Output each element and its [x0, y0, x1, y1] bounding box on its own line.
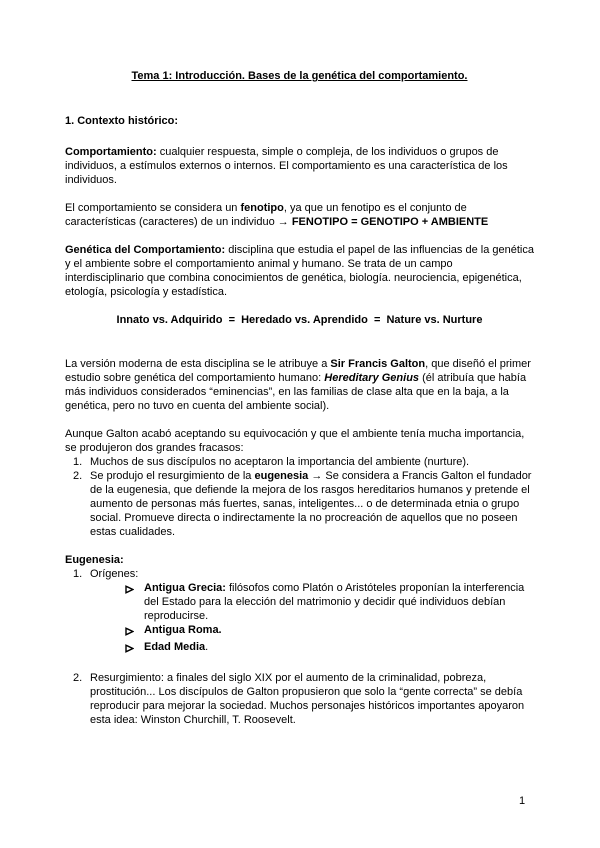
term-fenotipo: fenotipo — [240, 202, 284, 214]
list-number: 2. — [73, 672, 83, 684]
definition-genetica-comportamiento: disciplina que estudia el papel de las influencias de la genética y el ambiente sobre el comportamiento animal y humano. Se trata de un campo interdisciplinario que combina conocimientos de genética, biología. neurociencia, epigenética, etología, psicología y estadística. — [65, 244, 534, 298]
origenes-sub-item-grecia — [65, 581, 534, 623]
roma-text — [144, 623, 534, 640]
fracasos-item-2-post: → Se considera a Francis Galton el fundador de la eugenesia, que defiende la mejora de los rasgos hereditarios humanos y pretende el aumento de personas más fuertes, sanas, inteligentes... o de determinada etnia o grupo social. Promueve directa o indirectamente la no procreación de aquellos que no poseen estas cualidades. — [90, 470, 532, 538]
fracasos-item-2-pre: Se produjo el resurgimiento de la — [90, 470, 255, 482]
fracasos-list-item-2 — [65, 469, 534, 539]
section-heading-eugenesia: Eugenesia: — [65, 554, 124, 566]
paragraph-galton — [65, 357, 534, 413]
document-title: Tema 1: Introducción. Bases de la genética del comportamiento. — [131, 70, 468, 82]
list-number: 2. — [73, 470, 83, 482]
term-antigua-grecia: Antigua Grecia: — [144, 582, 226, 594]
page-number: 1 — [519, 795, 526, 807]
origenes-label: Orígenes: — [90, 568, 139, 580]
galton-name: Sir Francis Galton — [330, 358, 426, 370]
fenotipo-formula: FENOTIPO = GENOTIPO + AMBIENTE — [291, 216, 489, 228]
definition-comportamiento: cualquier respuesta, simple o compleja, de los individuos o grupos de individuos, a estímulos externos o internos. El comportamiento es una característica de los individuos. — [65, 146, 508, 186]
origenes-sub-item-roma — [65, 623, 534, 640]
origenes-sub-item-edad-media — [65, 640, 534, 657]
eugenesia-list-item-resurgimiento — [65, 671, 534, 727]
fenotipo-mid: , ya que un fenotipo es el conjunto de características (caracteres) de un individuo → — [65, 202, 467, 228]
galton-seg3: (él atribuía que había más individuos considerados “eminencias”, en las familias de clase alta que en la baja, a la genética, pero no tuvo en cuenta del ambiente social). — [65, 372, 527, 412]
resurgimiento-text: Resurgimiento: a finales del siglo XIX por el aumento de la criminalidad, pobreza, prostitución... Los discípulos de Galton propusieron que solo la “gente correcta” se debía reproducir para mejorar la sociedad. Muchos personajes históricos importantes apoyaron esta idea: Winston Churchill, T. Roosevelt. — [90, 672, 525, 726]
fracasos-item-1-text: Muchos de sus discípulos no aceptaron la importancia del ambiente (nurture). — [90, 456, 470, 468]
galton-seg2: , que diseñó el primer estudio sobre genética del comportamiento humano: — [65, 358, 531, 384]
fenotipo-pre: El comportamiento se considera un — [65, 202, 241, 214]
edad-media-text — [144, 640, 534, 657]
paragraph-fenotipo — [65, 201, 534, 229]
arrowhead-right-bullet-icon — [125, 640, 144, 657]
paragraph-fracasos-intro: Aunque Galton acabó aceptando su equivocación y que el ambiente tenía mucha importancia, se produjeron dos grandes fracasos: — [65, 428, 525, 454]
grecia-description: filósofos como Platón o Aristóteles proponían la interferencia del Estado para la elección del matrimonio y decidir qué individuos debían reproducirse. — [144, 582, 525, 622]
term-edad-media: Edad Media — [144, 641, 206, 653]
term-comportamiento: Comportamiento: — [65, 146, 157, 158]
paragraph-genetica-comportamiento — [65, 243, 534, 299]
grecia-text — [144, 581, 534, 623]
term-genetica-comportamiento: Genética del Comportamiento: — [65, 244, 226, 256]
arrowhead-right-bullet-icon — [125, 623, 144, 640]
arrowhead-right-bullet-icon — [125, 581, 144, 623]
section-heading-contexto-historico: 1. Contexto histórico: — [65, 115, 179, 127]
list-number: 1. — [73, 456, 83, 468]
term-antigua-roma: Antigua Roma. — [144, 624, 222, 636]
edad-media-period: . — [205, 641, 209, 653]
paragraph-comportamiento — [65, 145, 534, 187]
fracasos-list-item-1 — [65, 455, 534, 469]
galton-seg1: La versión moderna de esta disciplina se le atribuye a — [65, 358, 331, 370]
eugenesia-list-item-origenes — [65, 567, 534, 581]
galton-work-title: Hereditary Genius — [324, 372, 420, 384]
term-eugenesia: eugenesia — [254, 470, 309, 482]
list-number: 1. — [73, 568, 83, 580]
fracasos-item-2-text — [90, 469, 534, 539]
nature-vs-nurture-motto: Innato vs. Adquirido = Heredado vs. Aprendido = Nature vs. Nurture — [116, 314, 483, 326]
